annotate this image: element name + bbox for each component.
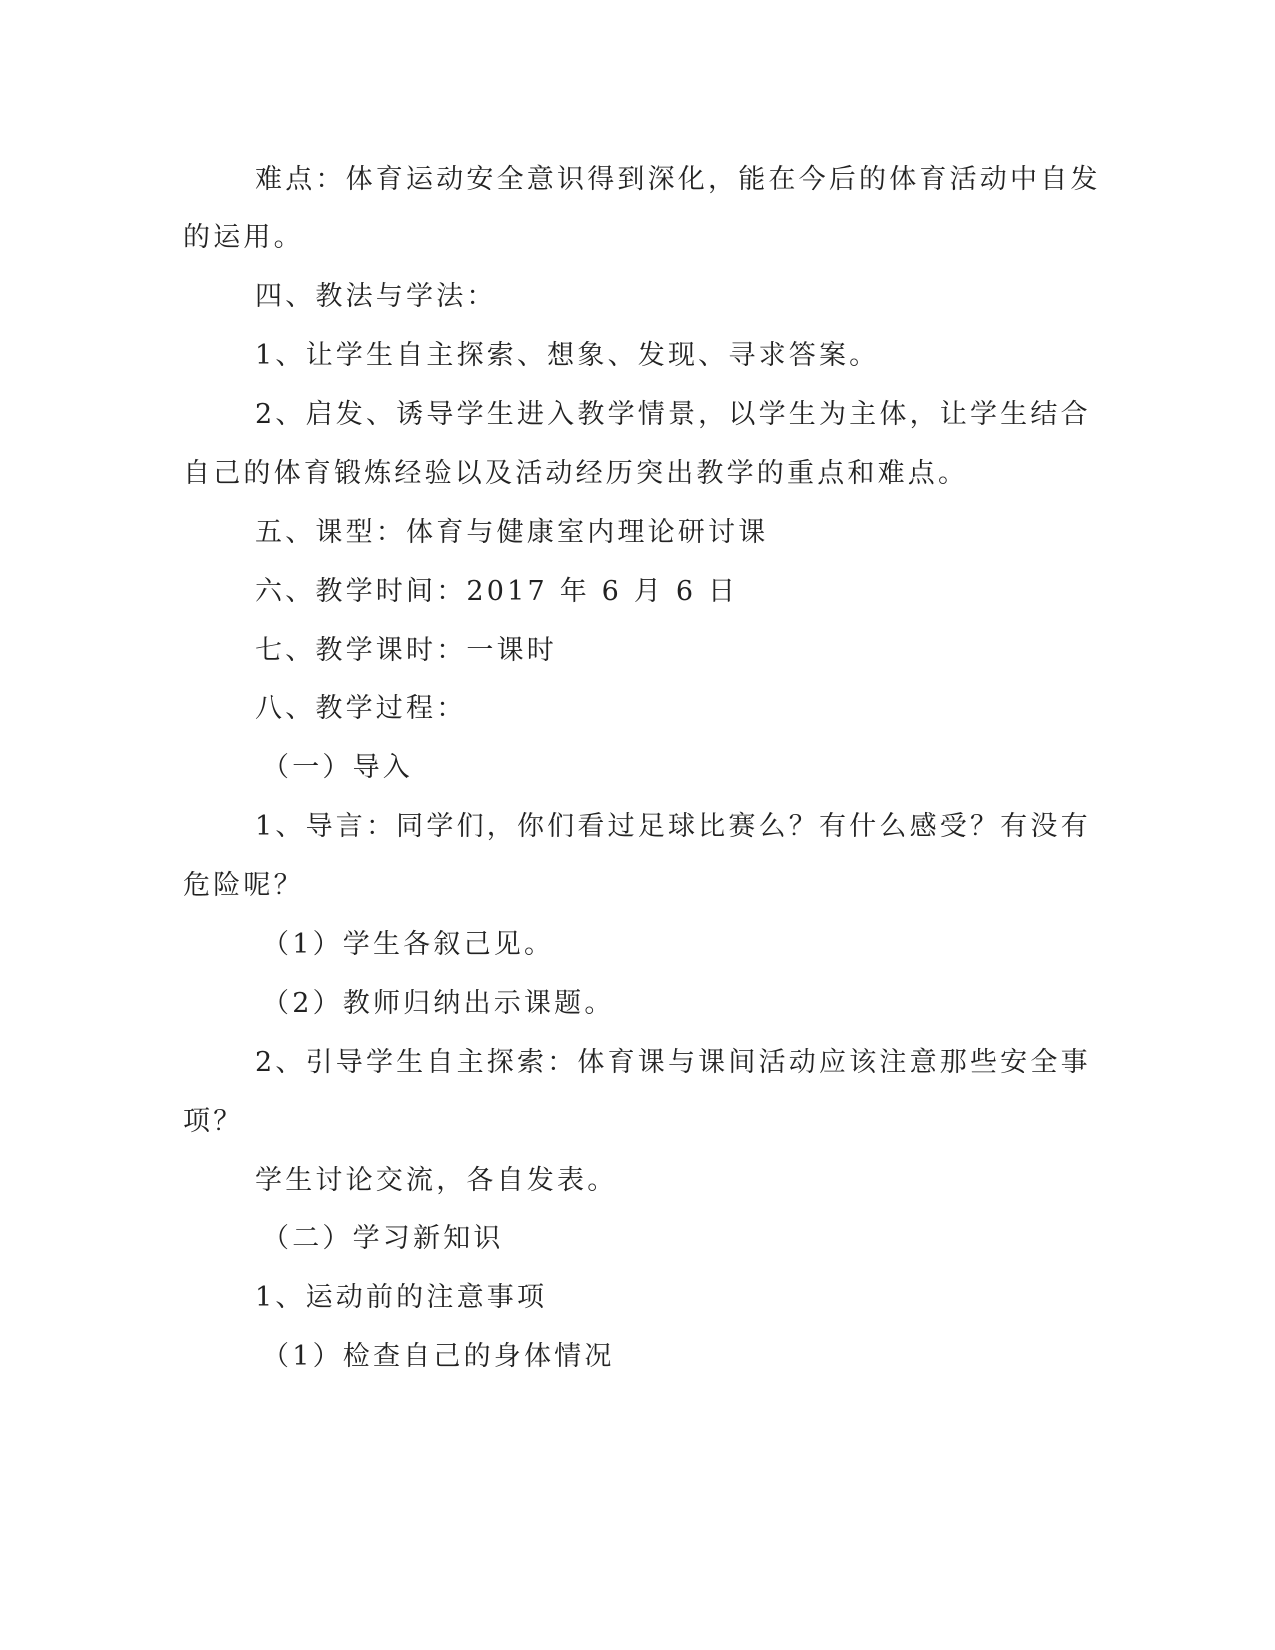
method-item-2: 2、启发、诱导学生进入教学情景，以学生为主体，让学生结合 bbox=[255, 399, 1091, 430]
intro-item-2: 2、引导学生自主探索：体育课与课间活动应该注意那些安全事 bbox=[255, 1047, 1091, 1078]
intro-subitem-2: （2）教师归纳出示课题。 bbox=[262, 988, 615, 1019]
intro-item-1-cont: 危险呢？ bbox=[183, 870, 304, 901]
method-item-1: 1、让学生自主探索、想象、发现、寻求答案。 bbox=[255, 340, 880, 371]
subheading-introduction: （一）导入 bbox=[262, 752, 413, 783]
intro-item-1: 1、导言：同学们，你们看过足球比赛么？有什么感受？有没有 bbox=[255, 811, 1091, 842]
paragraph-difficulty-cont: 的运用。 bbox=[183, 222, 304, 253]
knowledge-subitem-1: （1）检查自己的身体情况 bbox=[262, 1341, 615, 1372]
student-discussion: 学生讨论交流，各自发表。 bbox=[255, 1165, 618, 1196]
heading-methods: 四、教法与学法： bbox=[255, 281, 497, 312]
heading-class-hours: 七、教学课时：一课时 bbox=[255, 635, 557, 666]
intro-subitem-1: （1）学生各叙己见。 bbox=[262, 929, 555, 960]
method-item-2-cont: 自己的体育锻炼经验以及活动经历突出教学的重点和难点。 bbox=[183, 458, 969, 489]
heading-teaching-process: 八、教学过程： bbox=[255, 693, 467, 724]
knowledge-item-1: 1、运动前的注意事项 bbox=[255, 1282, 548, 1313]
heading-lesson-type: 五、课型：体育与健康室内理论研讨课 bbox=[255, 517, 769, 548]
heading-teaching-time: 六、教学时间：2017 年 6 月 6 日 bbox=[255, 576, 739, 607]
subheading-new-knowledge: （二）学习新知识 bbox=[262, 1223, 504, 1254]
intro-item-2-cont: 项？ bbox=[183, 1106, 244, 1137]
paragraph-difficulty: 难点：体育运动安全意识得到深化，能在今后的体育活动中自发 bbox=[255, 164, 1101, 195]
